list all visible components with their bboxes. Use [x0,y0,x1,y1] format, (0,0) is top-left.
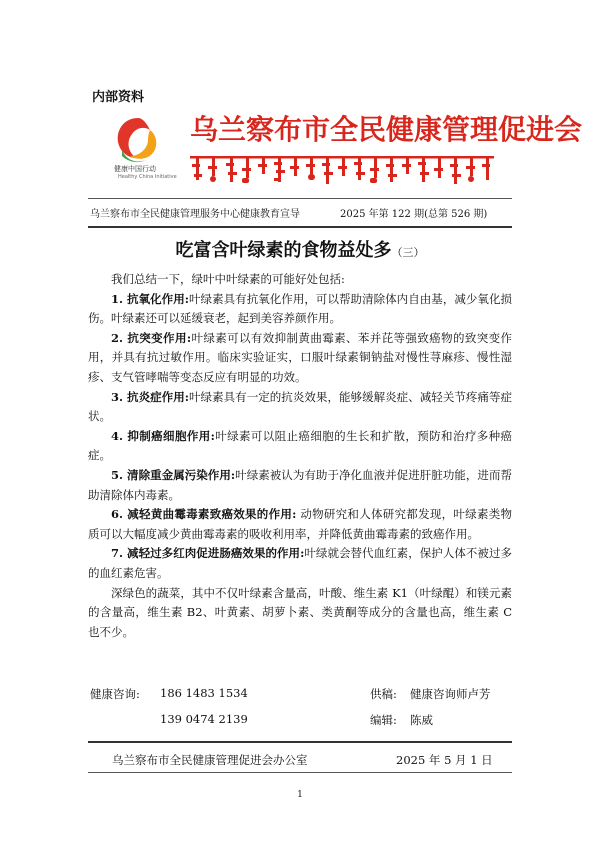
item-text: 叶绿素具有一定的抗炎效果，能够缓解炎症、减轻关节疼痛等症状。 [88,389,512,424]
item-heading: 2. 抗突变作用: [111,330,192,345]
issue-number: 2025 年第 122 期(总第 526 期) [340,209,488,220]
article-body [88,270,512,642]
item-text: 动物研究和人体研究都发现，叶绿素类物质可以大幅度减少黄曲霉毒素的吸收利用率，并降低黄曲霉毒素的致癌作用。 [88,507,512,541]
item-text: 叶绿素被认为有助于净化血液并促进肝脏功能，进而帮助清除体内毒素。 [88,467,512,502]
page-number: 1 [297,790,303,800]
item-text: 叶绿素具有抗氧化作用，可以帮助清除体内自由基，减少氧化损伤。叶绿素还可以延缓衰老，起到美容养颜作用。 [88,291,512,326]
item-heading: 6. 减轻黄曲霉毒素致癌效果的作用: [111,507,297,522]
item-heading: 4. 抑制癌细胞作用: [111,428,215,443]
list-item [88,427,512,466]
list-item [88,388,512,427]
item-text: 叶绿就会替代血红素，保护人体不被过多的血红素危害。 [88,546,512,580]
list-item [88,290,512,329]
list-item [88,329,512,388]
list-item [88,544,512,583]
organization-title: 乌兰察布市全民健康管理促进会 [190,113,583,146]
contact-label: 健康咨询: [90,687,140,701]
list-item [88,505,512,544]
item-heading: 5. 清除重金属污染作用: [111,467,236,482]
header-rule-bottom [88,226,512,228]
contact-phone-2: 139 0474 2139 [160,712,248,726]
article-title-text: 吃富含叶绿素的食物益处多 [175,240,392,261]
item-heading: 1. 抗氧化作用: [111,291,189,306]
article-intro: 我们总结一下，绿叶中叶绿素的可能好处包括: [111,272,345,286]
item-heading: 7. 减轻过多红肉促进肠癌效果的作用: [111,546,305,561]
logo-caption: 健康中国行动 [114,165,156,173]
footer-rule-bottom [88,772,512,773]
item-text: 叶绿素可以有效抑制黄曲霉素、苯并芘等强致癌物的致突变作用，并具有抗过敏作用。临床实验证实，口服叶绿素铜钠盐对慢性荨麻疹、慢性湿疹、支气管哮喘等变态反应有明显的功效。 [88,330,512,384]
footer-date: 2025 年 5 月 1 日 [396,753,493,767]
internal-label: 内部资料 [92,90,145,105]
supplier-label: 供稿: [370,687,397,701]
header-rule-top [88,198,512,199]
contact-phone-1: 186 1483 1534 [160,686,248,700]
logo-caption-english: Healthy China Initiative [118,174,177,180]
supplier-name: 健康咨询师卢芳 [410,687,491,701]
item-text: 叶绿素可以阻止癌细胞的生长和扩散，预防和治疗多种癌症。 [88,428,512,463]
article-title-suffix: （三） [391,246,425,259]
footer-rule-top [88,741,512,743]
footer-office: 乌兰察布市全民健康管理促进会办公室 [112,753,308,767]
item-heading: 3. 抗炎症作用: [111,389,189,404]
editor-label: 编辑: [370,713,397,727]
article-closing: 深绿色的蔬菜，其中不仅叶绿素含量高，叶酸、维生素 K1（叶绿醌）和镁元素的含量高，维生素 B2、叶黄素、胡萝卜素、类黄酮等成分的含量也高，维生素 C 也不少。 [88,585,512,639]
issue-publisher: 乌兰察布市全民健康管理服务中心健康教育宣导 [90,209,300,220]
article-title [0,236,600,262]
editor-name: 陈威 [410,713,433,727]
mongolian-script-banner [190,150,494,190]
list-item [88,466,512,505]
